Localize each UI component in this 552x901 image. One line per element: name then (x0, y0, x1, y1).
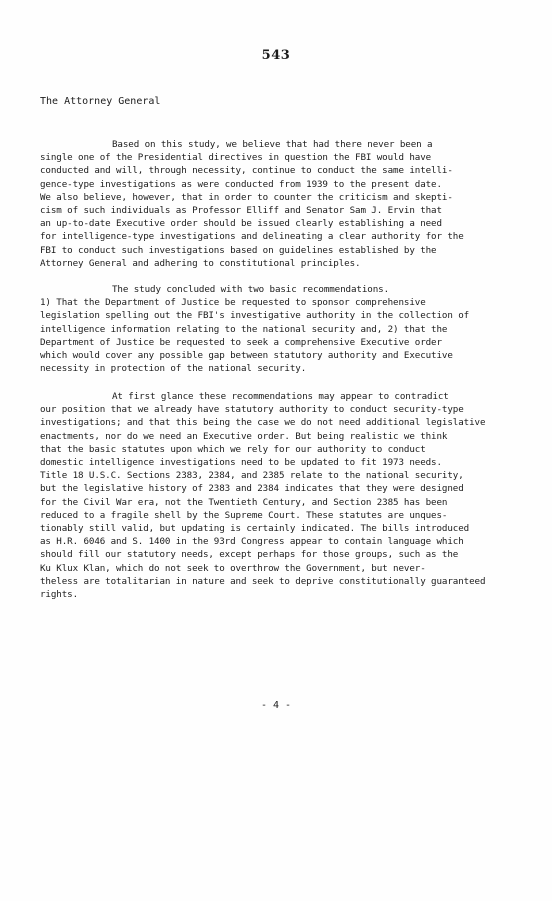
paragraph-line: enactments, nor do we need an Executive order. But being realistic we think (40, 430, 448, 442)
paragraph-line: an up-to-date Executive order should be issued clearly establishing a need (40, 218, 442, 230)
paragraph-line: Ku Klux Klan, which do not seek to overthrow the Government, but never- (40, 562, 426, 574)
paragraph-line: reduced to a fragile shell by the Supreme Court. These statutes are unques- (40, 509, 448, 521)
paragraph-line: Department of Justice be requested to seek a comprehensive Executive order (40, 336, 442, 348)
paragraph-line: 1) That the Department of Justice be requested to sponsor comprehensive (40, 297, 426, 309)
paragraph-line: We also believe, however, that in order to counter the criticism and skepti- (40, 191, 453, 203)
page-number: 543 (261, 48, 291, 63)
paragraph-line: as H.R. 6046 and S. 1400 in the 93rd Congress appear to contain language which (40, 536, 464, 548)
paragraph-line: Based on this study, we believe that had there never been a (112, 139, 433, 150)
paragraph-1 (40, 138, 508, 270)
paragraph-line: that the basic statutes upon which we rely for our authority to conduct (40, 443, 426, 455)
paragraph-line: Title 18 U.S.C. Sections 2383, 2384, and 2385 relate to the national security, (40, 470, 464, 482)
footer-page-label: - 4 - (260, 700, 292, 711)
paragraph-line: which would cover any possible gap between statutory authority and Executive (40, 350, 453, 362)
paragraph-line: At first glance these recommendations may appear to contradict (112, 391, 449, 402)
paragraph-line: our position that we already have statutory authority to conduct security-type (40, 404, 464, 416)
paragraph-line: The study concluded with two basic recommendations. (112, 284, 389, 295)
paragraph-line: single one of the Presidential directives in question the FBI would have (40, 152, 432, 164)
paragraph-line: FBI to conduct such investigations based on guidelines established by the (40, 244, 437, 256)
paragraph-3 (40, 390, 508, 601)
paragraph-line: theless are totalitarian in nature and seek to deprive constitutionally guaranteed (40, 575, 486, 587)
paragraph-line: conducted and will, through necessity, continue to conduct the same intelli- (40, 165, 453, 177)
paragraph-line: should fill our statutory needs, except perhaps for those groups, such as the (40, 549, 459, 561)
addressee: The Attorney General (40, 96, 161, 107)
paragraph-line: tionably still valid, but updating is certainly indicated. The bills introduced (40, 523, 470, 535)
paragraph-line: for the Civil War era, not the Twentieth Century, and Section 2385 has been (40, 496, 448, 508)
paragraph-line: legislation spelling out the FBI's investigative authority in the collection of (40, 310, 470, 322)
paragraph-line: domestic intelligence investigations need to be updated to fit 1973 needs. (40, 457, 442, 469)
paragraph-line: cism of such individuals as Professor Elliff and Senator Sam J. Ervin that (40, 205, 442, 217)
paragraph-line: necessity in protection of the national security. (40, 363, 307, 375)
paragraph-line: Attorney General and adhering to constitutional principles. (40, 257, 361, 269)
paragraph-2 (40, 283, 508, 375)
paragraph-line: gence-type investigations as were conducted from 1939 to the present date. (40, 178, 442, 190)
paragraph-line: for intelligence-type investigations and delineating a clear authority for the (40, 231, 464, 243)
paragraph-line: investigations; and that this being the case we do not need additional legislative (40, 417, 486, 429)
paragraph-line: rights. (40, 589, 79, 601)
paragraph-line: but the legislative history of 2383 and 2384 indicates that they were designed (40, 483, 464, 495)
paragraph-line: intelligence information relating to the national security and, 2) that the (40, 323, 448, 335)
